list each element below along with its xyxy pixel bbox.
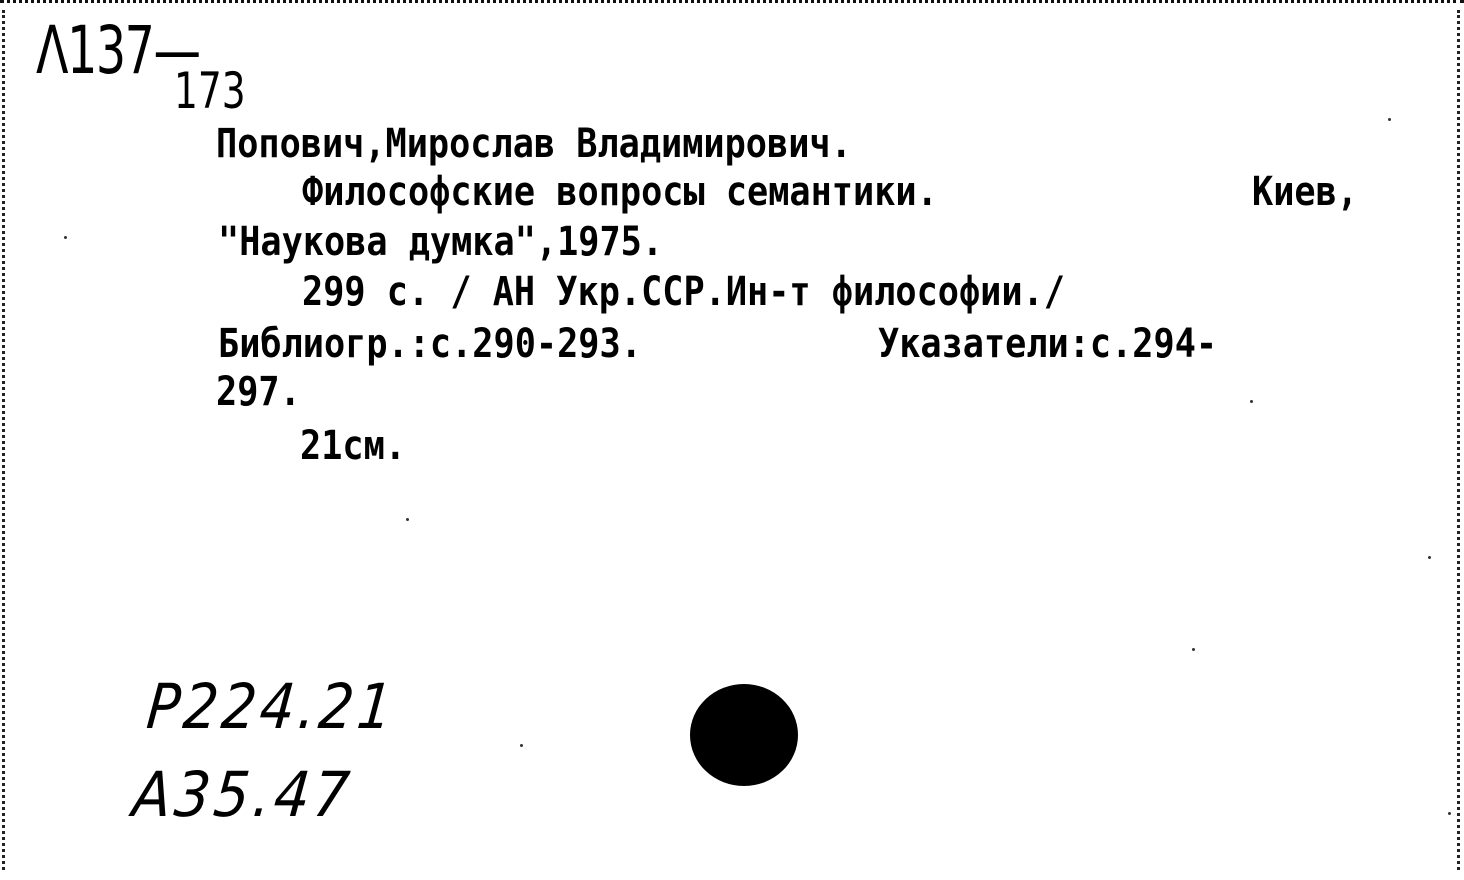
shelf-mark-1: P224.21	[143, 670, 400, 743]
call-number-sub: 173	[174, 62, 246, 120]
extent-line: 299 с. / АН Укр.ССР.Ин-т философии./	[302, 269, 1065, 315]
index-note: Указатели:с.294-	[878, 321, 1218, 367]
speck	[1250, 400, 1253, 403]
punch-hole	[690, 684, 798, 786]
speck	[1428, 556, 1431, 559]
card-top-edge	[0, 0, 1464, 13]
speck	[406, 518, 409, 521]
publisher-line: "Наукова думка",1975.	[218, 219, 664, 265]
title-line: Философские вопросы семантики.	[302, 169, 938, 215]
card-left-edge	[2, 10, 9, 870]
card-right-edge	[1453, 10, 1460, 870]
index-note-continuation: 297.	[216, 369, 301, 415]
bibliography-note: Библиогр.:с.290-293.	[218, 321, 642, 367]
shelf-mark-2: A35.47	[129, 758, 357, 831]
speck	[1448, 812, 1451, 815]
size-note: 21см.	[300, 423, 406, 469]
author-heading: Попович,Мирослав Владимирович.	[216, 121, 852, 167]
speck	[64, 236, 67, 239]
speck	[520, 744, 523, 747]
publication-place: Киев,	[1252, 169, 1358, 215]
speck	[1192, 648, 1195, 651]
call-number: Λ137—	[36, 12, 200, 89]
speck	[1388, 118, 1391, 121]
